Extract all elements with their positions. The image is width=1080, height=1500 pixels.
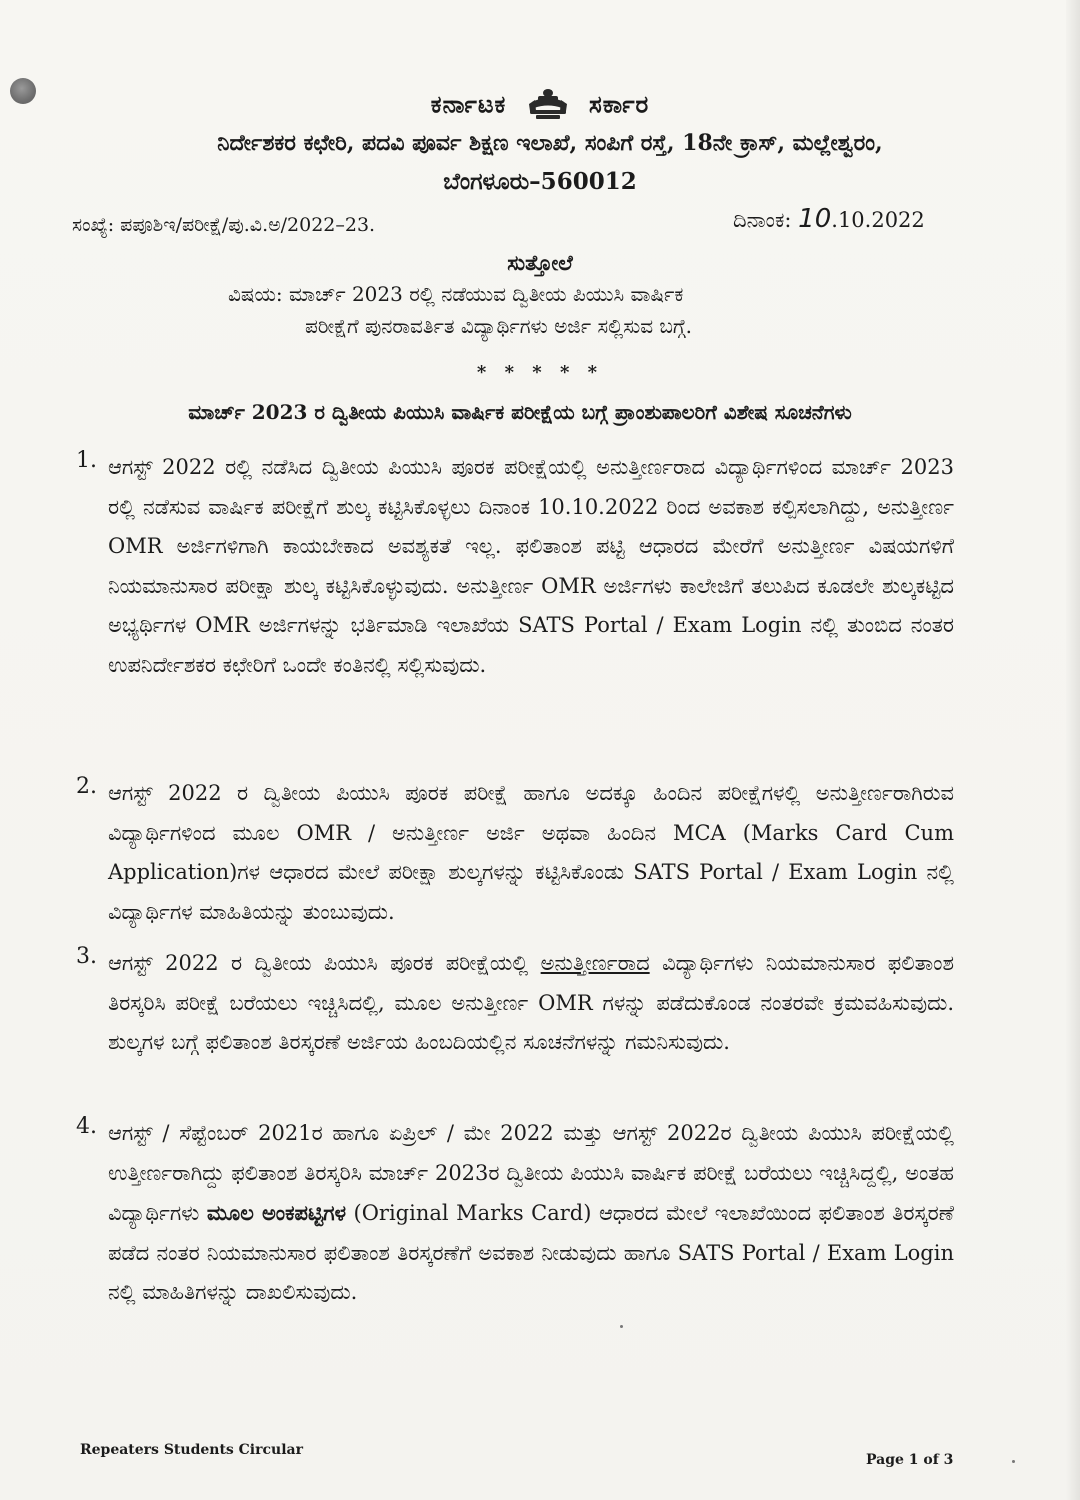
item-text-part: (Original Marks Card) ಆಧಾರದ ಮೇಲೆ ಇಲಾಖೆಯಿಂದ ಫಲಿತಾಂಶ ತಿರಸ್ಕರಣೆ ಪಡೆದ ನಂತರ ನಿಯಮಾನುಸಾರ ಫಲಿತಾಂಶ ತಿರಸ್ಕರಣೆಗೆ ಅವಕಾಶ ನೀಡುವುದು ಹಾಗೂ SATS Portal / Exam Login ನಲ್ಲಿ ಮಾಹಿತಿಗಳನ್ನು ದಾಖಲಿಸುವುದು.: [108, 1201, 955, 1304]
office-address: ನಿರ್ದೇಶಕರ ಕಛೇರಿ, ಪದವಿ ಪೂರ್ವ ಶಿಕ್ಷಣ ಇಲಾಖೆ, ಸಂಪಿಗೆ ರಸ್ತೆ, 18ನೇ ಕ್ರಾಸ್, ಮಲ್ಲೇಶ್ವರಂ,: [217, 130, 883, 156]
date-label: ದಿನಾಂಕ:: [733, 208, 792, 232]
instruction-item-2: [76, 774, 956, 932]
page-edge-shadow: [1066, 0, 1080, 1500]
item-text-part: ಆಗಸ್ಟ್ 2022 ರ ದ್ವಿತೀಯ ಪಿಯುಸಿ ಪೂರಕ ಪರೀಕ್ಷೆಯಲ್ಲಿ: [108, 951, 541, 975]
item-number: 3.: [76, 944, 97, 969]
item-text-part: ವಿದ್ಯಾರ್ಥಿಗಳು ನಿಯಮಾನುಸಾರ ಫಲಿತಾಂಶ ತಿರಸ್ಕರಿಸಿ ಪರೀಕ್ಷೆ ಬರೆಯಲು ಇಚ್ಚಿಸಿದಲ್ಲಿ, ಮೂಲ ಅನುತ್ತೀರ್ಣ OMR ಗಳನ್ನು ಪಡೆದುಕೊಂಡ ನಂತರವೇ ಕ್ರಮವಹಿಸುವುದು. ಶುಲ್ಕಗಳ ಬಗ್ಗೆ ಫಲಿತಾಂಶ ತಿರಸ್ಕರಣೆ ಅರ್ಜಿಯ ಹಿಂಬದಿಯಲ್ಲಿನ ಸೂಚನೆಗಳನ್ನು ಗಮನಿಸುವುದು.: [108, 951, 954, 1054]
scan-speck: [620, 1325, 623, 1328]
header-sarkara: ಸರ್ಕಾರ: [589, 89, 650, 119]
reference-number: ಸಂಖ್ಯೆ: ಪಪೂಶಿಇ/ಪರೀಕ್ಷೆ/ಪು.ವಿ.ಅ/2022–23.: [72, 214, 376, 236]
scan-speck: [1012, 1460, 1015, 1463]
item-number: 2.: [76, 774, 97, 799]
footer-page-number: Page 1 of 3: [866, 1452, 954, 1468]
item-text-part: ಆಗಸ್ಟ್ / ಸೆಪ್ಟೆಂಬರ್ 2021ರ ಹಾಗೂ ಏಪ್ರಿಲ್ / ಮೇ 2022 ಮತ್ತು ಆಗಸ್ಟ್ 2022ರ ದ್ವಿತೀಯ ಪಿಯುಸಿ ಪರೀಕ್ಷೆಯಲ್ಲಿ ಉತ್ತೀರ್ಣರಾಗಿದ್ದು ಫಲಿತಾಂಶ ತಿರಸ್ಕರಿಸಿ ಮಾರ್ಚ್ 2023ರ ದ್ವಿತೀಯ ಪಿಯುಸಿ ವಾರ್ಷಿಕ ಪರೀಕ್ಷೆ ಬರೆಯಲು ಇಚ್ಚಿಸಿದ್ದಲ್ಲಿ, ಅಂತಹ ವಿದ್ಯಾರ್ಥಿಗಳು: [108, 1121, 954, 1225]
item-text: [108, 944, 954, 1063]
instructions-heading: ಮಾರ್ಚ್ 2023 ರ ದ್ವಿತೀಯ ಪಿಯುಸಿ ವಾರ್ಷಿಕ ಪರೀಕ್ಷೆಯ ಬಗ್ಗೆ ಪ್ರಾಂಶುಪಾಲರಿಗೆ ವಿಶೇಷ ಸೂಚನೆಗಳು: [188, 400, 852, 424]
item-text: [108, 1114, 954, 1313]
govt-header: [0, 84, 1080, 128]
footer-document-name: Repeaters Students Circular: [80, 1442, 303, 1458]
item-number: 4.: [76, 1114, 97, 1139]
office-city-pincode: ಬೆಂಗಳೂರು–560012: [443, 168, 637, 195]
instruction-item-3: [76, 944, 956, 1063]
separator-stars: * * * * *: [476, 362, 604, 383]
date-printed: .10.2022: [831, 208, 925, 232]
item-text: ಆಗಸ್ಟ್ 2022 ರ ದ್ವಿತೀಯ ಪಿಯುಸಿ ಪೂರಕ ಪರೀಕ್ಷೆ ಹಾಗೂ ಅದಕ್ಕೂ ಹಿಂದಿನ ಪರೀಕ್ಷೆಗಳಲ್ಲಿ ಅನುತ್ತೀರ್ಣರಾಗಿರುವ ವಿದ್ಯಾರ್ಥಿಗಳಿಂದ ಮೂಲ OMR / ಅನುತ್ತೀರ್ಣ ಅರ್ಜಿ ಅಥವಾ ಹಿಂದಿನ MCA (Marks Card Cum Application)ಗಳ ಆಧಾರದ ಮೇಲೆ ಪರೀಕ್ಷಾ ಶುಲ್ಕಗಳನ್ನು ಕಟ್ಟಿಸಿಕೊಂಡು SATS Portal / Exam Login ನಲ್ಲಿ ವಿದ್ಯಾರ್ಥಿಗಳ ಮಾಹಿತಿಯನ್ನು ತುಂಬುವುದು.: [108, 781, 954, 924]
instruction-item-4: [76, 1114, 956, 1313]
state-emblem-icon: [526, 84, 570, 128]
item-text-bold: ಮೂಲ ಅಂಕಪಟ್ಟಿಗಳ: [206, 1200, 346, 1225]
circular-date: [733, 204, 925, 234]
subject-line-2: ಪರೀಕ್ಷೆಗೆ ಪುನರಾವರ್ತಿತ ವಿದ್ಯಾರ್ಥಿಗಳು ಅರ್ಜಿ ಸಲ್ಲಿಸುವ ಬಗ್ಗೆ.: [305, 314, 693, 338]
header-karnataka: ಕರ್ನಾಟಕ: [430, 89, 507, 119]
item-text-underlined: ಅನುತ್ತೀರ್ಣರಾದ: [540, 951, 650, 975]
circular-title: ಸುತ್ತೋಲೆ: [507, 250, 573, 275]
instruction-item-1: [76, 448, 956, 685]
item-number: 1.: [76, 448, 97, 473]
subject-line-1: ವಿಷಯ: ಮಾರ್ಚ್ 2023 ರಲ್ಲಿ ನಡೆಯುವ ದ್ವಿತೀಯ ಪಿಯುಸಿ ವಾರ್ಷಿಕ: [228, 282, 684, 306]
date-handwritten-day: 10: [798, 204, 832, 234]
item-text: ಆಗಸ್ಟ್ 2022 ರಲ್ಲಿ ನಡೆಸಿದ ದ್ವಿತೀಯ ಪಿಯುಸಿ ಪೂರಕ ಪರೀಕ್ಷೆಯಲ್ಲಿ ಅನುತ್ತೀರ್ಣರಾದ ವಿದ್ಯಾರ್ಥಿಗಳಿಂದ ಮಾರ್ಚ್ 2023 ರಲ್ಲಿ ನಡೆಸುವ ವಾರ್ಷಿಕ ಪರೀಕ್ಷೆಗೆ ಶುಲ್ಕ ಕಟ್ಟಿಸಿಕೊಳ್ಳಲು ದಿನಾಂಕ 10.10.2022 ರಿಂದ ಅವಕಾಶ ಕಲ್ಪಿಸಲಾಗಿದ್ದು, ಅನುತ್ತೀರ್ಣ OMR ಅರ್ಜಿಗಳಿಗಾಗಿ ಕಾಯಬೇಕಾದ ಅವಶ್ಯಕತೆ ಇಲ್ಲ. ಫಲಿತಾಂಶ ಪಟ್ಟಿ ಆಧಾರದ ಮೇರೆಗೆ ಅನುತ್ತೀರ್ಣ ವಿಷಯಗಳಿಗೆ ನಿಯಮಾನುಸಾರ ಪರೀಕ್ಷಾ ಶುಲ್ಕ ಕಟ್ಟಿಸಿಕೊಳ್ಳುವುದು. ಅನುತ್ತೀರ್ಣ OMR ಅರ್ಜಿಗಳು ಕಾಲೇಜಿಗೆ ತಲುಪಿದ ಕೂಡಲೇ ಶುಲ್ಕಕಟ್ಟಿದ ಅಭ್ಯರ್ಥಿಗಳ OMR ಅರ್ಜಿಗಳನ್ನು ಭರ್ತಿಮಾಡಿ ಇಲಾಖೆಯ SATS Portal / Exam Login ನಲ್ಲಿ ತುಂಬಿದ ನಂತರ ಉಪನಿರ್ದೇಶಕರ ಕಛೇರಿಗೆ ಒಂದೇ ಕಂತಿನಲ್ಲಿ ಸಲ್ಲಿಸುವುದು.: [108, 455, 954, 677]
